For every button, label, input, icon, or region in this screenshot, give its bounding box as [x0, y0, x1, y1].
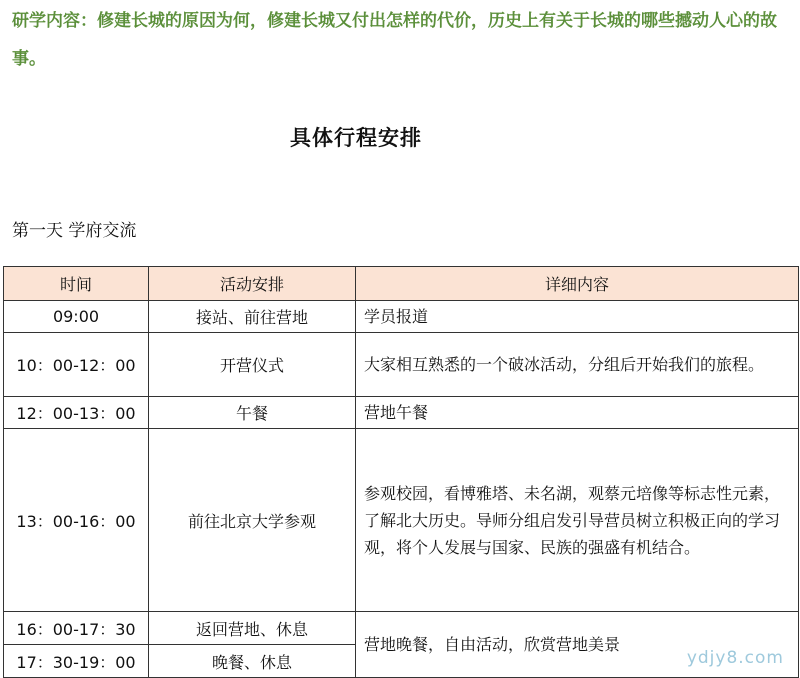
- activity-cell: 接站、前往营地: [149, 301, 356, 333]
- time-cell: 12：00-13：00: [4, 397, 149, 429]
- activity-cell: 前往北京大学参观: [149, 429, 356, 612]
- research-content-paragraph: [12, 2, 792, 78]
- research-content-text: 修建长城的原因为何，修建长城又付出怎样的代价，历史上有关于长城的哪些撼动人心的故事。: [12, 11, 777, 69]
- schedule-table: [3, 266, 799, 678]
- table-row: [4, 397, 799, 429]
- table-row: [4, 333, 799, 397]
- activity-cell: 晚餐、休息: [149, 645, 356, 678]
- time-cell: 17：30-19：00: [4, 645, 149, 678]
- table-header-row: [4, 267, 799, 301]
- activity-cell: 返回营地、休息: [149, 612, 356, 645]
- detail-cell-merged: 营地晚餐，自由活动，欣赏营地美景: [356, 612, 799, 678]
- time-cell: 13：00-16：00: [4, 429, 149, 612]
- header-activity: 活动安排: [149, 267, 356, 301]
- research-content-label: 研学内容：: [12, 11, 97, 31]
- detail-cell: 大家相互熟悉的一个破冰活动，分组后开始我们的旅程。: [356, 333, 799, 397]
- header-detail: 详细内容: [356, 267, 799, 301]
- header-time: 时间: [4, 267, 149, 301]
- activity-cell: 午餐: [149, 397, 356, 429]
- day-heading: 第一天 学府交流: [12, 221, 137, 241]
- table-row: [4, 301, 799, 333]
- time-cell: 16：00-17：30: [4, 612, 149, 645]
- detail-cell: 营地午餐: [356, 397, 799, 429]
- table-row: [4, 612, 799, 645]
- table-row: [4, 429, 799, 612]
- detail-cell: 参观校园，看博雅塔、未名湖，观蔡元培像等标志性元素，了解北大历史。导师分组启发引导营员树立积极正向的学习观，将个人发展与国家、民族的强盛有机结合。: [356, 429, 799, 612]
- time-cell: 09:00: [4, 301, 149, 333]
- detail-cell: 学员报道: [356, 301, 799, 333]
- activity-cell: 开营仪式: [149, 333, 356, 397]
- watermark: ydjy8.com: [686, 648, 784, 668]
- page-title: 具体行程安排: [290, 126, 422, 150]
- time-cell: 10：00-12：00: [4, 333, 149, 397]
